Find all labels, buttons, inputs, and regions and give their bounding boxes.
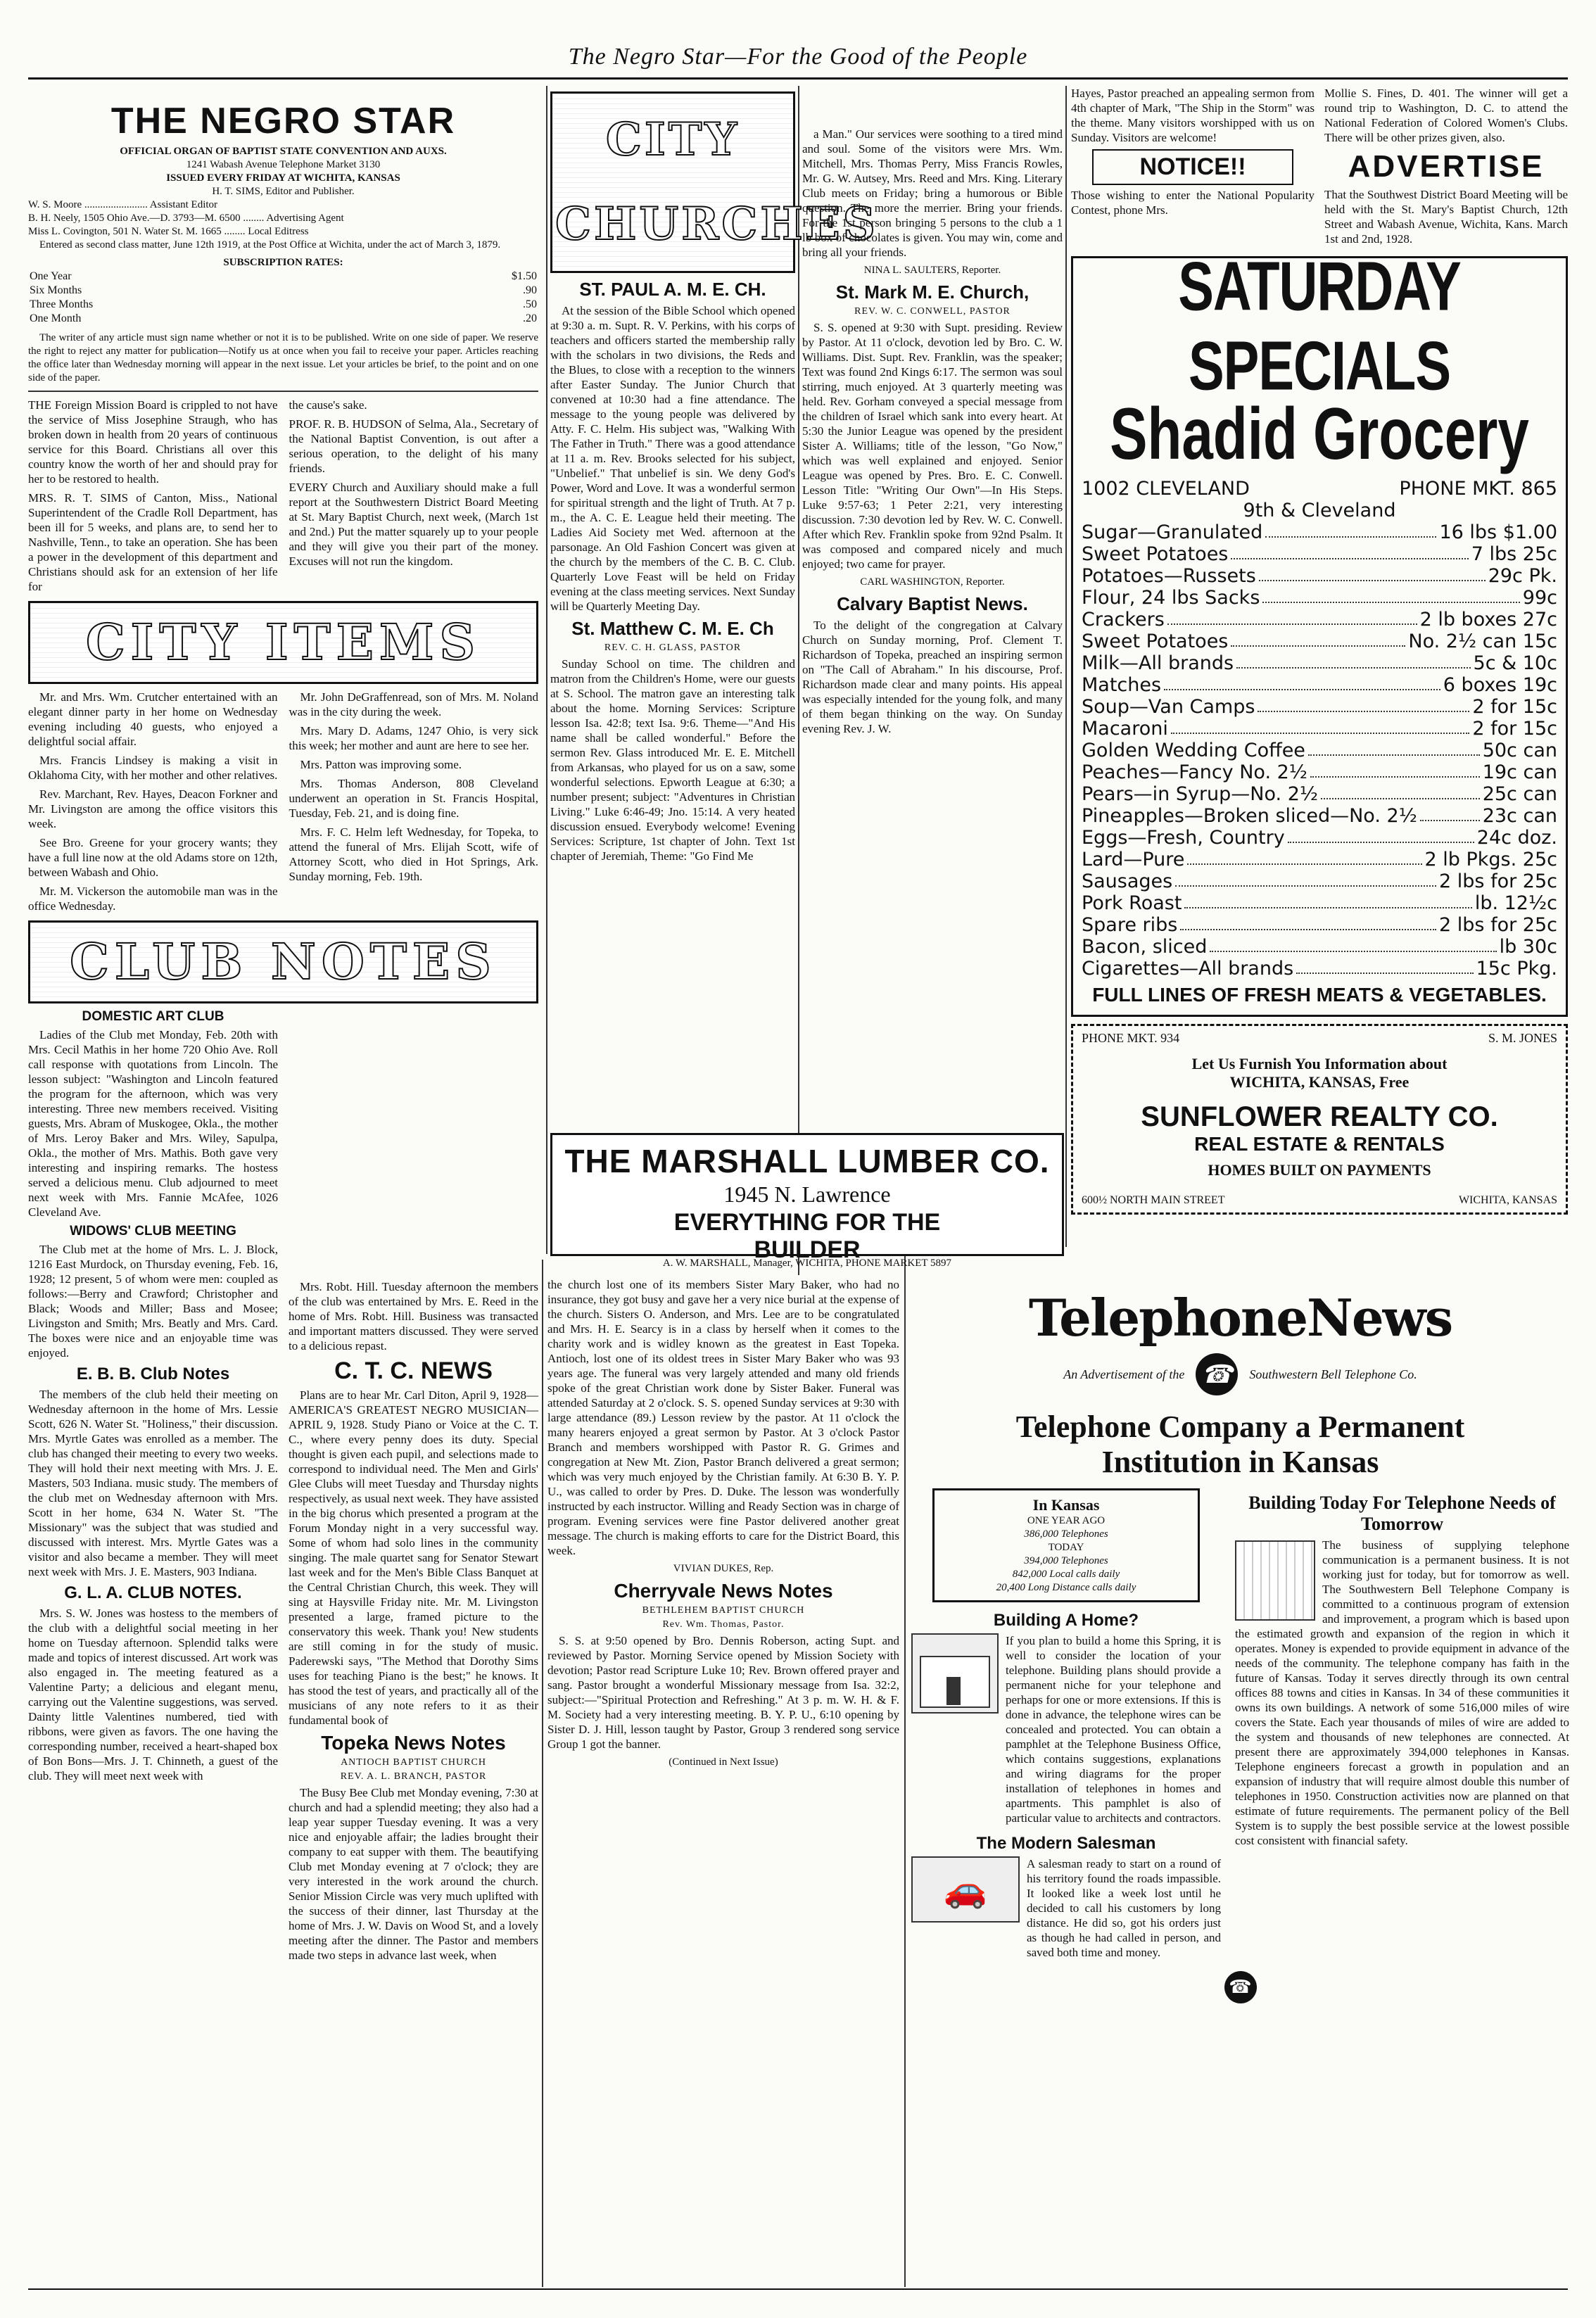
grocery-item [1082, 696, 1557, 718]
grocery-item-price: lb. 12½c [1474, 892, 1557, 914]
grocery-item-name: Matches [1082, 674, 1162, 696]
ebb-club-heading: E. B. B. Club Notes [76, 1364, 230, 1383]
reporter-sign: NINA L. SAULTERS, Reporter. [863, 265, 1001, 276]
leader-dots [1175, 870, 1436, 887]
modern-salesman: A salesman ready to start on a round of his territory found the roads impassible. It looked like a week lost until he decided to call his customers by long distance. He did so, got his orders just as though he had called in person, and saved both time and money. [1027, 1857, 1221, 1959]
leader-dots [1180, 914, 1436, 930]
marshall-tagline-2: BUILDER [754, 1236, 861, 1263]
grocery-item-price: 50c can [1482, 740, 1557, 761]
leader-dots [1231, 631, 1405, 647]
grocery-item-name: Spare ribs [1082, 914, 1178, 936]
cherryvale-pastor: Rev. Wm. Thomas, Pastor. [662, 1619, 785, 1630]
submission-notice: The writer of any article must sign name whether or not it is to be published. Write on one side of paper. We reserve the right to reject any matter for publication—Notify us at once when you fail to receive your paper. Articles reaching the office later than Wednesday morning will appear in the next issue. Let your articles be brief, to the point and on one side of the paper. [28, 332, 538, 384]
notices-row [1071, 86, 1568, 251]
marshall-lumber-ad [550, 1133, 1064, 1263]
grocery-item [1082, 587, 1557, 609]
grocery-item-name: Sweet Potatoes [1082, 631, 1229, 652]
shadid-contact [1082, 478, 1557, 500]
leader-dots [1321, 783, 1480, 799]
leader-dots [1231, 543, 1468, 559]
rates-table [28, 270, 538, 326]
leader-dots [1236, 652, 1470, 669]
divider [546, 86, 547, 1254]
byline-right: Southwestern Bell Telephone Co. [1249, 1367, 1417, 1381]
realty-city: WICHITA, KANSAS [1458, 1194, 1557, 1206]
grocery-item [1082, 958, 1557, 980]
note-foreign-mission: THE Foreign Mission Board is crippled to not have the service of Miss Josephine Straugh, who has broken down in health from 20 years of continuous service for this Board. Christians all over this country know the worth of her and should pray for her to be restored to health. [28, 398, 278, 486]
hayes-cont: Hayes, Pastor preached an appealing sermon from 4th chapter of Mark, "The Ship in the Storm" was the theme. Many visitors worshipped with us on Sunday. Visitors are welcome! [1071, 87, 1315, 144]
leader-dots [1164, 674, 1440, 690]
grocery-item [1082, 936, 1557, 958]
building-icon [1235, 1540, 1315, 1621]
in-kansas-heading: In Kansas [1032, 1496, 1100, 1514]
grocery-item-price: 29c Pk. [1488, 565, 1557, 587]
grocery-item-name: Eggs—Fresh, Country [1082, 827, 1285, 849]
entered-line: Entered as second class matter, June 12th 1919, at the Post Office at Wichita, under the act of March 3, 1879. [39, 239, 501, 251]
stmatthew-news: Sunday School on time. The children and matron from the Children's Home, were our guests at S. School. The matron gave an interesting talk about the home. Morning Services: Scripture lesson Isa. 42:8; text Isa. 9:6. Theme—"And His name shall be called wonderful." Before the sermon Rev. Glass introduced Mr. E. E. Mitchell from Arkansas, who played for us on a saw, some wonderful selections. Epworth League at 6:30; a number present; subject: "Adventures in Christian Living." Luke 6:46-49; Jno. 15:14. A very heated discussion ensued. Everybody welcome! Evening Services: Scripture, 1st chapter of John. Text 1st chapter of Jeremiah, Theme: "Go Find Me [550, 657, 795, 863]
marshall-footer: A. W. MARSHALL, Manager, WICHITA, PHONE MARKET 5897 [662, 1258, 952, 1269]
leader-dots [1187, 849, 1421, 865]
car-icon: 🚗 [911, 1856, 1020, 1923]
saturday-specials: SATURDAY SPECIALS [1178, 248, 1461, 405]
grocery-item [1082, 609, 1557, 631]
stpaul-cont: a Man." Our services were soothing to a tired mind and soul. Some of the visitors were Mrs. Wm. Mitchell, Mrs. Thomas Perry, Miss Francis Rowles, Mr. G. W. Autsey, Mrs. Reed and Mrs. King. Literary Club meets on Friday; bring a humorous or Bible question. The more the merrier. Bring your friends. For the 1st person bringing 5 persons to the club a 1 lb box of chocolates is given. You may win, come and bring all your friends. [802, 127, 1063, 259]
notice-text: Those wishing to enter the National Popularity Contest, phone Mrs. [1071, 189, 1315, 217]
ctc-news: Plans are to hear Mr. Carl Diton, April 9, 1928—AMERICA'S GREATEST NEGRO MUSICIAN—APRIL 9, 1928. Study Piano or Voice at the C. T. C., where every penny does its duty. Special thought is given each pupil, and selections made to correspond to individual need. The Men and Girls' Glee Clubs will meet Tuesday and Thursday nights respectively, as usual next week. They have assisted in the big chorus which presented a program at the Forum Monday night in a very successful way. Some of whom had solo lines in the community singing. The male quartet sang for Senator Stewart last week and for the Men's Bible Class Banquet at the Central Christian Church, this week. They will sing at Haysville Friday nite. Mr. M. Livingston presented a large, framed picture to the conservatory this week. Thank you! New students are still coming in for the study of music. Paderewski says, "The Method that Dorothy Sims uses for teaching Piano is the best;" he knows. It has stood the test of years, and practically all of the musicians of any note refers to it as their fundamental book of [289, 1388, 538, 1727]
grocery-item [1082, 718, 1557, 740]
city-items-banner: CITY ITEMS [28, 601, 538, 684]
realty-phone: PHONE MKT. 934 [1082, 1031, 1180, 1045]
leader-dots [1171, 718, 1469, 734]
shadid-name: Shadid Grocery [1110, 393, 1529, 475]
in-kansas-line: 394,000 Telephones [1024, 1555, 1108, 1566]
telephone-byline [911, 1353, 1569, 1395]
cherryvale-news: S. S. at 9:50 opened by Bro. Dennis Roberson, acting Supt. and reviewed by Pastor. Morning Service opened by Mission Society with devotion; Pastor read Scripture Luke 10; Rev. Brown offered prayer and sang. Pastor brought a wonderful Missionary message from Isa. 32:2, subject:—"Spiritual Protection and Refreshing." At 3 p. m. W. H. & F. M. Society had a very interesting meeting. B. Y. P. U., 6:10 opening by Sister D. J. Hill, lesson taught by Pastor, Group 3 rendered song service Group 1 got the banner. [547, 1634, 899, 1751]
sunflower-realty-ad [1071, 1024, 1568, 1215]
grocery-item [1082, 827, 1557, 849]
building-home: If you plan to build a home this Spring, it is well to consider the location of your telephone. Building plans should provide a permanent niche for your telephone and perhaps for one or more extensions. If this is done in advance, the telephone wires can be concealed and protected. You can obtain a pamphlet at the Telephone Business Office, which contains suggestions, explanations and wiring diagrams for the proper installation of telephones in homes and apartments. This pamphlet is also of particular value to architects and contractors. [1006, 1634, 1221, 1825]
stmatthew-heading: St. Matthew C. M. E. Ch [571, 618, 774, 639]
note-cause: the cause's sake. [289, 398, 367, 412]
realty-sub: REAL ESTATE & RENTALS [1194, 1133, 1445, 1155]
leader-dots [1296, 958, 1473, 974]
reporter-sign: VIVIAN DUKES, Rep. [673, 1563, 774, 1574]
grocery-item [1082, 631, 1557, 652]
grocery-item [1082, 761, 1557, 783]
city-item: Rev. Marchant, Rev. Hayes, Deacon Forkner and Mr. Livingston are among the office visitors this week. [28, 787, 278, 830]
grocery-item-price: 24c doz. [1476, 827, 1557, 849]
advertise-text: That the Southwest District Board Meeting will be held with the St. Mary's Baptist Church, 12th Street and Wabash Avenue, Wichita, Kans. March 1st and 2nd, 1928. [1324, 188, 1568, 246]
in-kansas-box [932, 1488, 1200, 1602]
building-home-heading: Building A Home? [993, 1611, 1139, 1630]
marshall-address: 1945 N. Lawrence [723, 1182, 891, 1207]
leader-dots [1259, 565, 1486, 581]
marshall-tagline: EVERYTHING FOR THE [673, 1209, 941, 1236]
city-item: See Bro. Greene for your grocery wants; they have a full line now at the old Adams store on 12th, between Wabash and Ohio. [28, 836, 278, 879]
in-kansas-line: 386,000 Telephones [1024, 1528, 1108, 1540]
telephone-headline: Telephone Company a Permanent Institution in Kansas [1015, 1410, 1465, 1479]
telephone-news-ad [911, 1288, 1569, 2284]
issued-line: ISSUED EVERY FRIDAY AT WICHITA, KANSAS [166, 172, 400, 184]
grocery-item-price: 15c Pkg. [1476, 958, 1557, 980]
grocery-item-name: Sausages [1082, 870, 1173, 892]
grocery-item-name: Soup—Van Camps [1082, 696, 1255, 718]
grocery-item-name: Sweet Potatoes [1082, 543, 1229, 565]
ebb-club: The members of the club held their meeting on Wednesday afternoon in the home of Mrs. Lessie Scott, 626 N. Water St. "Holiness," their discussion. Mrs. Myrtle Gates was enrolled as a member. The club has changed their meeting to every two weeks. They will hold their next meeting with Mrs. J. E. Masters, 503 Indiana. music study. The members of the club met on Wednesday afternoon with Mrs. Scott in her home, 634 N. Water St. "The Missionary" was the subject that was studied and discussed with interest. Mrs. Myrtle Gates was a visitor and also became a member. They will meet next week with Mrs. J. E. Masters, 903 Indiana. [28, 1388, 278, 1578]
grocery-item-price: 2 for 15c [1472, 718, 1557, 740]
realty-name: SUNFLOWER REALTY CO. [1141, 1101, 1498, 1132]
notice-heading: NOTICE!! [1092, 149, 1293, 185]
stmark-news: S. S. opened at 9:30 with Supt. presiding. Review by Pastor. At 11 o'clock, devotion led by Bro. C. W. Williams. Dist. Supt. Rev. Franklin, was the speaker; Text was found 2nd Kings 6:17. The sermon was soul stirring, much enjoyed. At 3 quarterly meeting was held. Rev. Gorham conveyed a special message from the children of Israel which sank into every heart. At 5:30 the Junior League was opened by the president Sister A. Williams; title of the lesson, "Go Now," which was well explained and enjoyed. Senior League was opened by Pres. Bro. E. C. Conwell. Lesson Title: "Writing Our Own"—In His Steps. Luke 9:57-63; 1 Peter 2:21, very interesting discussion. 7:30 devotion led by Rev. W. C. Conwell. After which Rev. Franklin spoke from 92nd Psalm. It was composed and compared nicely and much enjoyed; two came for prayer. [802, 321, 1063, 571]
grocery-item-name: Cigarettes—All brands [1082, 958, 1294, 980]
grocery-item [1082, 849, 1557, 870]
grocery-item-name: Bacon, sliced [1082, 936, 1208, 958]
grocery-item-name: Potatoes—Russets [1082, 565, 1256, 587]
widows-club: The Club met at the home of Mrs. L. J. Block, 1216 East Murdock, on Thursday evening, Feb. 16, 1928; 12 present, 5 of whom were men: coupled as follows:—Berry and Crawford; Christopher and Black; Woods and Miller; Bass and Mosee; Livingston and Smith; Mrs. Beatly and Mrs. Card. The boxes were nice and an enjoyable time was enjoyed. [28, 1243, 278, 1360]
house-icon [911, 1633, 999, 1714]
topeka-church: ANTIOCH BAPTIST CHURCH [341, 1757, 486, 1768]
grocery-item-price: 2 lb boxes 27c [1419, 609, 1557, 631]
grocery-item-price: lb 30c [1499, 936, 1557, 958]
leader-dots [1420, 805, 1480, 821]
reporter-sign: CARL WASHINGTON, Reporter. [860, 576, 1005, 588]
grocery-item-price: 2 lbs for 25c [1439, 914, 1557, 936]
grocery-item-price: 99c [1522, 587, 1557, 609]
cherryvale-heading: Cherryvale News Notes [614, 1580, 833, 1602]
topeka-pastor: REV. A. L. BRANCH, PASTOR [340, 1771, 487, 1782]
domestic-art-club-heading: DOMESTIC ART CLUB [82, 1009, 224, 1024]
calvary-news: To the delight of the congregation at Calvary Church on Sunday morning, Prof. Clement T. Richardson of Topeka, preached an inspiring sermon on "The Call of Abraham." In his discourse, Prof. Richardson made clear and many points. His appeal was especially intended for the young folk, and many of them began thinking on the way. On Sunday evening Rev. J. W. [802, 619, 1063, 735]
leader-dots [1184, 892, 1471, 908]
bell-logo-icon: ☎ [1196, 1353, 1238, 1395]
column-topeka-cont [547, 1277, 899, 2284]
building-today: The business of supplying telephone communication is a permanent business. It is not working just for today, but for tomorrow as well. The Southwestern Bell Telephone Company is committed to a continuous program of extension and improvement, a program which is based upon the estimated growth and expansion of the region in which it operates. Money is expended to provide equipment in advance of the needs of the community. The telephone company has faith in the future of Kansas. Today it serves directly through its own central offices 88 towns and cities in Kansas. In 34 of these communities it owns its own buildings. A network of some 516,000 miles of wire covers the State. Each year thousands of miles of wire are added to the system and thousands of new telephones are connected. At present there are approximately 394,000 telephones in Kansas. Telephone engineers forecast a growth in population and an expansion of industry that will require almost double this number of telephones in 1950. Construction activities now are planned on that estimate of future requirements. The permanent policy of the Bell System is to supply the best possible service at the lowest possible cost consistent with financial safety. [1235, 1538, 1569, 1847]
footer-rule [28, 2288, 1568, 2290]
staff-line: B. H. Neely, 1505 Ohio Ave.—D. 3793—M. 6500 ........ Advertising Agent [28, 213, 344, 224]
calvary-heading: Calvary Baptist News. [837, 593, 1028, 614]
stpaul-news: At the session of the Bible School which opened at 9:30 a. m. Supt. R. V. Perkins, with his corps of teachers and officers started the membership rally with the scholars in two divisions, the Reds and the Blues, to close with a reception to the winners after Easter Sunday. The Junior Church that convened at 10:30 had a fine attendance. The message to the young people was delivered by Atty. F. C. Helm. His subject was, "Walking With The Father in Truth." There was a good attendance at 11 a. m. Rev. Brooks selected for his subject, "Unbelief." That unbelief is sin. We deny God's Power, Word and Love. It was a wonderful sermon for spiritual strength and the light of Truth. At 7 p. m., the A. C. E. League held their meeting. The Ladies Aid Society met Wed. afternoon at the parsonage. An Old Fashion Concert was given at the church by the members of the C. B. C. Club. Quarterly Love Feast will be held on Friday evening at the class meeting services. Next Sunday will be Quarterly Meeting Day. [550, 304, 795, 613]
city-item: Mrs. F. C. Helm left Wednesday, for Topeka, to attend the funeral of Mrs. Elijah Scott, wife of Attorney Scott, who died in Hot Springs, Ark. Sunday morning, Feb. 19th. [289, 825, 538, 883]
city-items [28, 690, 538, 918]
grocery-item-price: 23c can [1482, 805, 1557, 827]
continued-note: (Continued in Next Issue) [669, 1756, 778, 1768]
rate-value: .50 [523, 298, 537, 310]
in-kansas-line: TODAY [1048, 1542, 1084, 1553]
advertise-heading: ADVERTISE [1348, 149, 1545, 184]
note-mrs-sims: MRS. R. T. SIMS of Canton, Miss., National Superintendent of the Cradle Roll Department, has been ill for 5 weeks, and plans are, to send her to Nashville, Tenn., to take an operation. She has been a power in the development of this department and Christians should ask for an extension of her life for [28, 491, 278, 593]
stmark-heading: St. Mark M. E. Church, [835, 281, 1030, 303]
shadid-corner: 9th & Cleveland [1243, 500, 1396, 521]
masthead: The Negro Star—For the Good of the People [568, 44, 1028, 70]
modern-salesman-block [911, 1856, 1221, 1964]
divider [904, 1253, 906, 2287]
grocery-item [1082, 914, 1557, 936]
grocery-item-name: Peaches—Fancy No. 2½ [1082, 761, 1307, 783]
cherryvale-church: BETHLEHEM BAPTIST CHURCH [642, 1605, 805, 1616]
city-churches-banner: CITY CHURCHES [550, 91, 795, 273]
rate-label: Three Months [30, 298, 94, 310]
masthead-rule [28, 77, 1568, 80]
grocery-item-name: Sugar—Granulated [1082, 521, 1263, 543]
robt-hill: Mrs. Robt. Hill. Tuesday afternoon the members of the club was entertained by Mrs. E. Reed in the home of Mrs. Robt. Hill. Business was transacted and important matters discussed. They were served to a delicious repast. [289, 1280, 538, 1353]
stpaul-heading: ST. PAUL A. M. E. CH. [579, 279, 766, 300]
realty-address: 600½ NORTH MAIN STREET [1082, 1194, 1225, 1206]
grocery-item-price: 7 lbs 25c [1471, 543, 1557, 565]
city-item: Mrs. Patton was improving some. [300, 758, 462, 771]
grocery-item [1082, 892, 1557, 914]
telephone-news-title: TelephoneNews [1028, 1288, 1452, 1348]
city-item: Mr. John DeGraffenread, son of Mrs. M. Noland was in the city during the week. [289, 690, 538, 718]
topeka-news: The Busy Bee Club met Monday evening, 7:30 at church and had a splendid meeting; they also had a leap year supper Tuesday evening. It was a very nice and enjoyable affair; the ladies brought their company to eat supper with them. The beautifying Club met Monday evening at 7 o'clock; they are very interested in the work around the church. Senior Mission Circle was very much uplifted with the success of their dinner, last Thursday at the home of Mrs. J. W. Davis on Wood St, and a lovely meeting after the dinner. The Pastor and members made two steps in advance last week, when [289, 1786, 538, 1962]
stmark-pastor: REV. W. C. CONWELL, PASTOR [854, 306, 1011, 317]
grocery-item-name: Pineapples—Broken sliced—No. 2½ [1082, 805, 1417, 827]
byline-left: An Advertisement of the [1063, 1367, 1185, 1381]
note-every-church: EVERY Church and Auxiliary should make a full report at the Southwestern District Board Meeting at St. Mary Baptist Church, next week, (March 1st and 2nd.) Put the matter squarely up to your people and they will give you their part of the money. Excuses will not run the kingdom. [289, 481, 538, 568]
grocery-item-price: 19c can [1482, 761, 1557, 783]
leader-dots [1258, 696, 1469, 712]
mollie-notice: Mollie S. Fines, D. 401. The winner will get a round trip to Washington, D. C. to attend the National Federation of Colored Women's Clubs. There will be other prizes given, also. [1324, 87, 1568, 144]
note-prof-hudson: PROF. R. B. HUDSON of Selma, Ala., Secretary of the National Baptist Convention, is out after a serious operation, to the delight of his many friends. [289, 417, 538, 475]
grocery-item-name: Pears—in Syrup—No. 2½ [1082, 783, 1319, 805]
city-item: Mr. and Mrs. Wm. Crutcher entertained with an elegant dinner party in her home on Wednesday evening including 40 guests, who enjoyed a delightful social affair. [28, 690, 278, 748]
rate-value: .90 [523, 284, 537, 296]
leader-dots [1265, 521, 1436, 538]
official-organ: OFFICIAL ORGAN OF BAPTIST STATE CONVENTION AND AUXS. [120, 146, 447, 157]
grocery-item-name: Flour, 24 lbs Sacks [1082, 587, 1260, 609]
shadid-address: 1002 CLEVELAND [1082, 478, 1250, 500]
realty-let: Let Us Furnish You Information about WICHITA, KANSAS, Free [1191, 1055, 1448, 1091]
ctc-heading: C. T. C. NEWS [334, 1357, 493, 1384]
rate-label: One Month [30, 312, 82, 324]
city-item: Mrs. Francis Lindsey is making a visit in Oklahoma City, with her mother and other relatives. [28, 754, 278, 782]
column-club-cont [289, 1279, 538, 2286]
editor-line: H. T. SIMS, Editor and Publisher. [212, 186, 355, 197]
bell-seal-icon: ☎ [1224, 1971, 1257, 2003]
paper-address: 1241 Wabash Avenue Telephone Market 3130 [186, 159, 381, 170]
leader-dots [1288, 827, 1474, 843]
city-item: Mr. M. Vickerson the automobile man was in the office Wednesday. [28, 885, 278, 913]
shadid-phone: PHONE MKT. 865 [1399, 478, 1557, 500]
in-kansas-line: 20,400 Long Distance calls daily [996, 1582, 1136, 1593]
in-kansas-line: ONE YEAR AGO [1027, 1515, 1106, 1526]
modern-salesman-heading: The Modern Salesman [976, 1834, 1156, 1853]
grocery-item-price: 16 lbs $1.00 [1439, 521, 1557, 543]
grocery-list [1082, 521, 1557, 980]
grocery-item-price: No. 2½ can 15c [1408, 631, 1557, 652]
grocery-item [1082, 870, 1557, 892]
grocery-item-name: Golden Wedding Coffee [1082, 740, 1305, 761]
staff-line: W. S. Moore ........................ Assistant Editor [28, 199, 218, 210]
leader-dots [1262, 587, 1519, 603]
realty-owner: S. M. JONES [1488, 1031, 1557, 1045]
grocery-item-price: 25c can [1482, 783, 1557, 805]
rate-value: .20 [523, 312, 537, 324]
telephone-body [911, 1488, 1569, 1964]
rate-label: One Year [30, 270, 72, 282]
editorial-notes [28, 398, 538, 598]
column-churches-cont [802, 86, 1063, 1247]
grocery-item-name: Crackers [1082, 609, 1165, 631]
grocery-item-price: 2 lb Pkgs. 25c [1424, 849, 1557, 870]
widows-club-heading: WIDOWS' CLUB MEETING [70, 1224, 236, 1239]
grocery-item-name: Macaroni [1082, 718, 1168, 740]
city-item: Mrs. Mary D. Adams, 1247 Ohio, is very sick this week; her mother and aunt are here to see her. [289, 724, 538, 752]
gla-club-heading: G. L. A. CLUB NOTES. [64, 1583, 242, 1602]
grocery-item [1082, 521, 1557, 543]
grocery-item [1082, 543, 1557, 565]
grocery-item-price: 6 boxes 19c [1443, 674, 1557, 696]
divider [542, 1260, 543, 2287]
marshall-title: THE MARSHALL LUMBER CO. [564, 1143, 1050, 1179]
column-right [1071, 86, 1568, 1226]
leader-dots [1167, 609, 1417, 625]
topeka-cont: the church lost one of its members Sister Mary Baker, who had no insurance, they got busy and gave her a very nice burial at the expense of the church. Sisters O. Anderson, and Mrs. Lee are to be congratulated and Mrs. H. E. Searcy is in a class by herself when it comes to the charity work and is widley known as the greatest in East Topeka. Antioch, lost one of its oldest trees in Sister Mary Baker who was 93 years age. The funeral was very largely attended and many old friends spoke of the great Christian work done by Sister Baker. Funeral was attended Saturday at 2 o'clock. S. S. opened Sunday services at 9:30 with large attendance (89.) Lesson review by the pastor. At 11 o'clock the many hearers enjoyed a great sermon by Pastor. At 3 o'clock Pastor Branch and members worshipped with Pastor R. G. Grimes and congregation at New Mt. Zion, Pastor Branch delivered a great sermon; which was very much enjoyed by the Christian family. At 6:30 B. Y. P. U., was called to order by Pres. D. Duke. The lesson was wonderfully instructed by each instructor. Willing and Ready Section was in charge of program. Evening services were fine Pastor delivered another great message. The church is making efforts to care for the District Board, this week. [547, 1278, 899, 1557]
building-home-block [911, 1633, 1221, 1830]
grocery-item-name: Lard—Pure [1082, 849, 1185, 870]
grocery-item [1082, 674, 1557, 696]
domestic-art-club: Ladies of the Club met Monday, Feb. 20th with Mrs. Cecil Mathis in her home 720 Ohio Ave. Roll call response with quotations from Lincoln. The lesson subject: "Washington and Lincoln featured the program for the afternoon, which was very interesting. Three new members received. Visiting guests, Mrs. Abram of Muskogee, Okla., the mother of Mrs. Leroy Baker and Mrs. Wiley, Sapulpa, Okla., the mother of Mrs. Mathis. Both gave very interesting and inspiring remarks. The hostess served a delicious menu. Club adjourned to meet next week with Mrs. Fannie McAfee, 1026 Cleveland Ave. [28, 1028, 278, 1219]
grocery-item [1082, 740, 1557, 761]
full-lines: FULL LINES OF FRESH MEATS & VEGETABLES. [1092, 984, 1547, 1006]
club-notes-column [28, 1009, 278, 1783]
realty-footer [1082, 1193, 1557, 1207]
rates-title: SUBSCRIPTION RATES: [223, 257, 343, 268]
in-kansas-line: 842,000 Local calls daily [1012, 1569, 1120, 1580]
rate-value: $1.50 [512, 270, 537, 282]
leader-dots [1308, 740, 1480, 756]
divider [1065, 86, 1067, 1247]
city-item: Mrs. Thomas Anderson, 808 Cleveland underwent an operation in St. Francis Hospital, Tuesday, Feb. 21, and is doing fine. [289, 777, 538, 820]
gla-club: Mrs. S. W. Jones was hostess to the members of the club with a delightful social meeting in her home on Tuesday afternoon. Splendid talks were made and topics of interest discussed. Art work was also engaged in. The meeting featured as a Valentine Party; a delicious and elegant menu, carrying out the Valentine suggestions, was served. Dainty little Valentines numbered, tied with ribbons, were given as favors. The one having the corresponding number, received a heart-shaped box of Bon Bons—Mrs. J. T. Chinneth, a guest of the club. They will meet next week with [28, 1607, 278, 1782]
grocery-item [1082, 652, 1557, 674]
paper-title: THE NEGRO STAR [110, 101, 456, 141]
stmatthew-pastor: REV. C. H. GLASS, PASTOR [604, 642, 742, 653]
staff-line: Miss L. Covington, 501 N. Water St. M. 1665 ........ Local Editress [28, 226, 309, 237]
rate-label: Six Months [30, 284, 82, 296]
grocery-item-price: 5c & 10c [1473, 652, 1557, 674]
shadid-grocery-ad [1071, 248, 1568, 1017]
building-today-heading: Building Today For Telephone Needs of Tomorrow [1248, 1493, 1556, 1534]
grocery-item [1082, 805, 1557, 827]
leader-dots [1310, 761, 1480, 778]
realty-header [1082, 1032, 1557, 1045]
topeka-heading: Topeka News Notes [321, 1732, 506, 1754]
realty-homes: HOMES BUILT ON PAYMENTS [1208, 1161, 1431, 1179]
grocery-item [1082, 565, 1557, 587]
divider [28, 391, 538, 392]
grocery-item-name: Pork Roast [1082, 892, 1182, 914]
leader-dots [1210, 936, 1496, 952]
grocery-item-price: 2 lbs for 25c [1439, 870, 1557, 892]
grocery-item-price: 2 for 15c [1472, 696, 1557, 718]
grocery-item-name: Milk—All brands [1082, 652, 1234, 674]
grocery-item [1082, 783, 1557, 805]
club-notes-banner: CLUB NOTES [28, 920, 538, 1003]
